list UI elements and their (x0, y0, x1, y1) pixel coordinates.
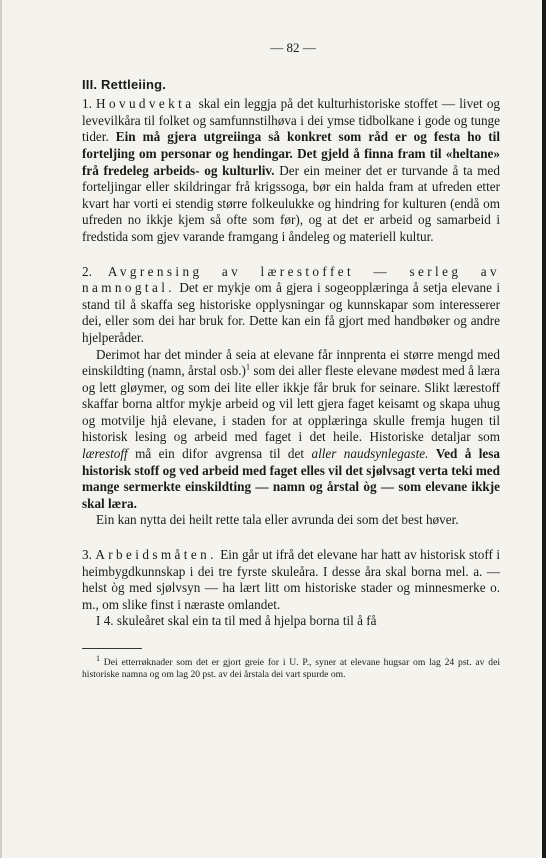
item-lead: Avgrensing av lærestoffet — serleg av namnogtal. (82, 263, 500, 296)
page-edge-right (542, 0, 546, 858)
text-run (428, 446, 435, 461)
footnote-divider (82, 648, 142, 649)
page-number: — 82 — (270, 40, 316, 55)
text-run: Der ein meiner det er turvande å ta med forteljingar eller skildringar frå krigssoga, bør ein halda fram at ufreden etter kvart har vorti ei stendig større folkeulukke og hindring for kulturen (endå om ufreden no ikkje kjem så ofte som før), og at det er arbeid og samarbeid i fredstida som gjev varande framgang i åndeleg og materiell kultur. (82, 162, 500, 244)
text-run: Ein går ut ifrå det elevane har hatt av historisk stoff i heimbygdkunnskap i dei tre fyrste skuleåra. I desse åra skal borna mel. a. — helst òg med sjølvsyn — ha lært litt om historiske stader og minnesmerke o. m., om slike finst i næraste omlandet. (82, 547, 500, 612)
page-content (82, 40, 500, 682)
footnote-ref: 1 (245, 362, 250, 372)
item-lead: Hovudvekta (96, 96, 195, 112)
text-run: Det er mykje om å gjera i sogeopplæringa å setja elevane i stand til å skaffa seg historiske opplysningar og kunnskapar som interesserer dei, eller som dei har bruk for. Dette kan ein få gjort med handbøker og andre hjelperåder. (82, 280, 500, 345)
item-1-body (82, 96, 500, 244)
item-number: 2. (82, 263, 92, 279)
text-run: aller naudsynlegaste. (311, 446, 429, 462)
item-3-paragraph-1 (82, 547, 500, 613)
page-edge-left (0, 0, 2, 858)
item-number: 1. (82, 96, 92, 112)
section-heading: III. Rettleiing. (82, 76, 167, 92)
item-2-paragraph-2 (82, 347, 500, 513)
text-run: lærestoff (82, 446, 128, 462)
footnote-text: Dei etterrøknader som det er gjort greie for i U. P., syner at elevane hugsar om lag 24 pst. av dei historiske namna og om lag 20 pst. av dei årstala dei vart spurde om. (82, 657, 500, 681)
text-run: I 4. skuleåret skal ein ta til med å hjelpa borna til å få (96, 613, 377, 629)
text-run: Ein må gjera utgreiinga så konkret som råd er og festa ho til forteljing om personar og hendingar. Det gjeld å finna fram til «heltane» frå fredeleg arbeids- og kulturliv. (82, 129, 500, 178)
text-run: Ein kan nytta dei heilt rette tala eller avrunda dei som det best høver. (96, 512, 459, 528)
item-3 (82, 547, 500, 630)
item-1-paragraph (82, 96, 500, 245)
item-3-paragraph-2 (82, 613, 500, 630)
text-run: Derimot har det minder å seia at elevane får innprenta ei større mengd med einskildting (namn, årstal osb.) (82, 346, 500, 379)
text-run: må ein difor avgrensa til det (127, 446, 312, 462)
text-run-bold: Ved å lesa historisk stoff og ved arbeid med faget elles vil det sjølvsagt verta teki med mange sermerkte einskildting — namn og årstal òg — som elevane ikkje skal læra. (82, 446, 501, 511)
item-number: 3. (82, 547, 92, 563)
text-run: skal ein leggja på det kulturhistoriske stoffet — livet og levevilkåra til folket og samfunnstilhøva i dei ymse tidbolkane i gode og tunge tider. (82, 96, 501, 145)
item-2 (82, 264, 500, 530)
item-1 (82, 96, 500, 245)
item-lead: Arbeidsmåten. (95, 547, 217, 563)
item-2-paragraph-1 (82, 264, 500, 347)
footnote (82, 653, 500, 682)
text-run: som dei aller fleste elevane mødest med å læra og lett gløymer, og som dei lite eller ikkje får bruk for seinare. Slikt lærestoff skaffar borna altfor mykje arbeid og vil lett gjera faget keisamt og skapa uhug og motvilje hjå elevane, i staden for at opplæringa skulle fremja hugen til historisk lesing og arbeid med faget i det heile. Historiske detaljar som (82, 363, 501, 445)
footnote-mark: 1 (96, 653, 100, 663)
item-2-paragraph-3 (82, 512, 500, 529)
